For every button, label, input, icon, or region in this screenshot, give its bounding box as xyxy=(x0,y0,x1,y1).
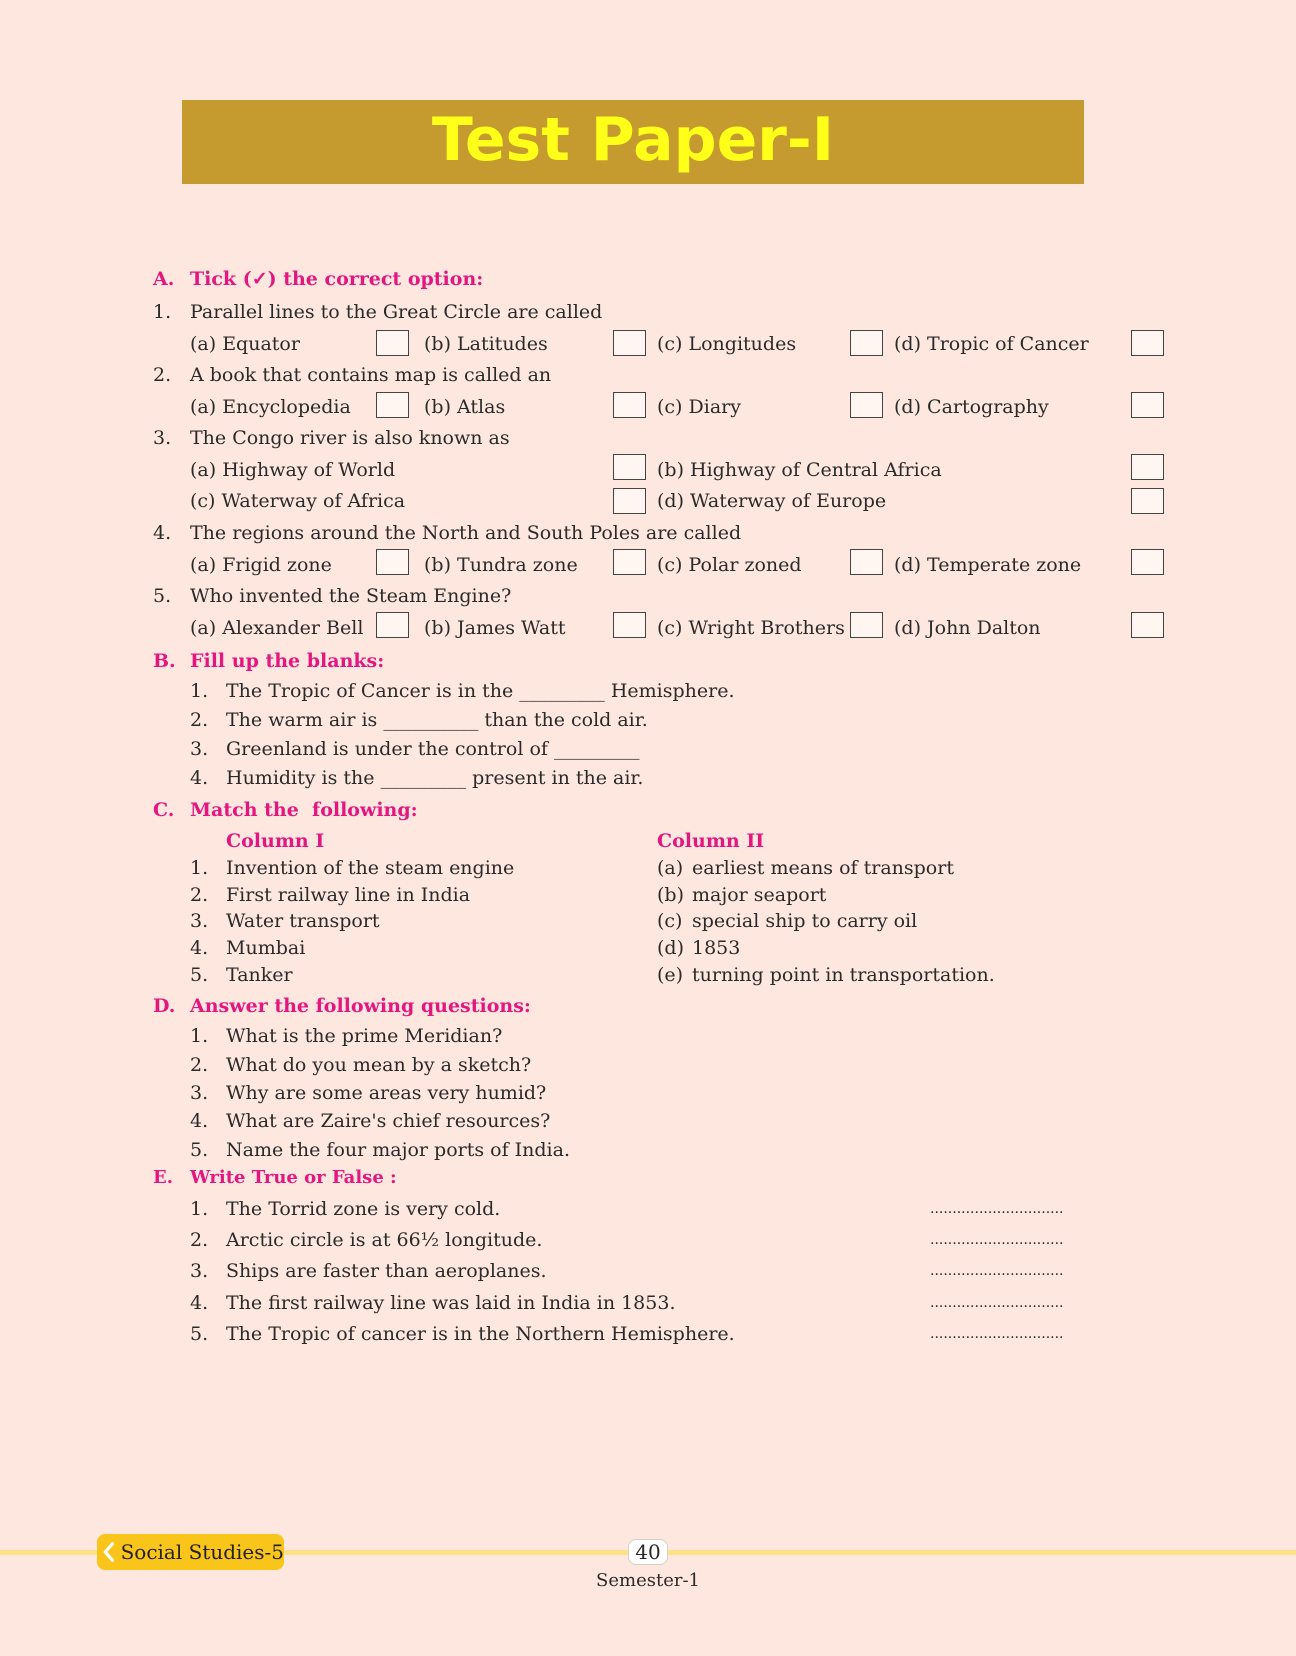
question-text: Who invented the Steam Engine? xyxy=(190,585,512,607)
list-item-number: 5. xyxy=(190,1323,209,1345)
match-column-2-item: earliest means of transport xyxy=(692,857,954,879)
list-item-number: 5. xyxy=(190,964,209,986)
chevron-left-icon xyxy=(97,1534,121,1570)
list-item-letter: (e) xyxy=(657,964,684,986)
answer-checkbox[interactable] xyxy=(613,612,646,638)
option-label: (d) Waterway of Europe xyxy=(657,490,887,512)
option-label: (d) John Dalton xyxy=(894,617,1041,639)
list-item-number: 3. xyxy=(190,1082,209,1104)
answer-checkbox[interactable] xyxy=(1131,612,1164,638)
section-e-letter: E. xyxy=(153,1167,173,1188)
answer-question-text: What are Zaire's chief resources? xyxy=(226,1110,551,1132)
answer-checkbox[interactable] xyxy=(613,330,646,356)
answer-checkbox[interactable] xyxy=(1131,330,1164,356)
true-false-statement: The first railway line was laid in India in 1853. xyxy=(226,1292,676,1314)
question-number: 5. xyxy=(153,585,172,607)
question-text: Parallel lines to the Great Circle are called xyxy=(190,301,603,323)
answer-dots[interactable]: .............................. xyxy=(930,1232,1064,1248)
answer-checkbox[interactable] xyxy=(1131,392,1164,418)
answer-question-text: Why are some areas very humid? xyxy=(226,1082,547,1104)
list-item-letter: (c) xyxy=(657,910,683,932)
answer-question-text: What is the prime Meridian? xyxy=(226,1025,503,1047)
answer-checkbox[interactable] xyxy=(376,612,409,638)
answer-checkbox[interactable] xyxy=(850,392,883,418)
list-item-letter: (b) xyxy=(657,884,684,906)
list-item-number: 1. xyxy=(190,1025,209,1047)
match-column-1-item: Tanker xyxy=(226,964,293,986)
option-label: (c) Wright Brothers xyxy=(657,617,845,639)
list-item-letter: (d) xyxy=(657,937,684,959)
match-column-1-item: Mumbai xyxy=(226,937,306,959)
list-item-number: 3. xyxy=(190,910,209,932)
match-column-1-item: Water transport xyxy=(226,910,380,932)
section-a-letter: A. xyxy=(153,268,175,290)
match-column-1-item: First railway line in India xyxy=(226,884,471,906)
list-item-number: 3. xyxy=(190,738,209,760)
option-label: (d) Cartography xyxy=(894,396,1049,418)
list-item-letter: (a) xyxy=(657,857,684,879)
list-item-number: 4. xyxy=(190,767,209,789)
list-item-number: 2. xyxy=(190,709,209,731)
section-e-heading: Write True or False : xyxy=(190,1167,397,1188)
section-a-heading: Tick (✓) the correct option: xyxy=(190,268,484,290)
list-item-number: 5. xyxy=(190,1139,209,1161)
answer-checkbox[interactable] xyxy=(850,612,883,638)
list-item-number: 2. xyxy=(190,1054,209,1076)
fill-blank-text: The warm air is __________ than the cold air. xyxy=(226,709,648,731)
option-label: (b) James Watt xyxy=(424,617,566,639)
match-column-2-item: turning point in transportation. xyxy=(692,964,995,986)
answer-checkbox[interactable] xyxy=(850,549,883,575)
answer-checkbox[interactable] xyxy=(613,488,646,514)
answer-checkbox[interactable] xyxy=(1131,549,1164,575)
question-number: 1. xyxy=(153,301,172,323)
fill-blank-text: Humidity is the _________ present in the air. xyxy=(226,767,644,789)
list-item-number: 1. xyxy=(190,857,209,879)
title-banner xyxy=(182,100,1084,184)
option-label: (a) Encyclopedia xyxy=(190,396,351,418)
option-label: (a) Frigid zone xyxy=(190,554,332,576)
answer-checkbox[interactable] xyxy=(613,392,646,418)
list-item-number: 2. xyxy=(190,884,209,906)
option-label: (c) Diary xyxy=(657,396,741,418)
section-d-letter: D. xyxy=(153,995,176,1017)
column-2-heading: Column II xyxy=(657,830,765,852)
answer-checkbox[interactable] xyxy=(376,392,409,418)
true-false-statement: Arctic circle is at 66½ longitude. xyxy=(226,1229,543,1251)
true-false-statement: Ships are faster than aeroplanes. xyxy=(226,1260,547,1282)
true-false-statement: The Tropic of cancer is in the Northern Hemisphere. xyxy=(226,1323,735,1345)
book-tag xyxy=(97,1534,284,1570)
list-item-number: 1. xyxy=(190,1198,209,1220)
option-label: (a) Alexander Bell xyxy=(190,617,364,639)
option-label: (a) Highway of World xyxy=(190,459,396,481)
option-label: (b) Latitudes xyxy=(424,333,548,355)
question-text: A book that contains map is called an xyxy=(190,364,552,386)
answer-checkbox[interactable] xyxy=(1131,488,1164,514)
match-column-2-item: special ship to carry oil xyxy=(692,910,918,932)
section-b-letter: B. xyxy=(153,650,176,672)
list-item-number: 3. xyxy=(190,1260,209,1282)
semester-label: Semester-1 xyxy=(596,1570,700,1591)
page-title: Test Paper-I xyxy=(431,105,835,175)
section-b-heading: Fill up the blanks: xyxy=(190,650,385,672)
option-label: (d) Temperate zone xyxy=(894,554,1082,576)
answer-dots[interactable]: .............................. xyxy=(930,1263,1064,1279)
option-label: (c) Polar zoned xyxy=(657,554,802,576)
option-label: (c) Longitudes xyxy=(657,333,797,355)
list-item-number: 4. xyxy=(190,1292,209,1314)
answer-dots[interactable]: .............................. xyxy=(930,1326,1064,1342)
answer-checkbox[interactable] xyxy=(376,549,409,575)
list-item-number: 1. xyxy=(190,680,209,702)
list-item-number: 4. xyxy=(190,937,209,959)
answer-checkbox[interactable] xyxy=(850,330,883,356)
match-column-1-item: Invention of the steam engine xyxy=(226,857,515,879)
fill-blank-text: The Tropic of Cancer is in the _________ Hemisphere. xyxy=(226,680,735,702)
list-item-number: 2. xyxy=(190,1229,209,1251)
option-label: (b) Atlas xyxy=(424,396,506,418)
answer-dots[interactable]: .............................. xyxy=(930,1295,1064,1311)
option-label: (b) Highway of Central Africa xyxy=(657,459,942,481)
column-1-heading: Column I xyxy=(226,830,325,852)
list-item-number: 4. xyxy=(190,1110,209,1132)
section-d-heading: Answer the following questions: xyxy=(190,995,531,1017)
book-title: Social Studies-5 xyxy=(120,1540,284,1564)
answer-checkbox[interactable] xyxy=(1131,454,1164,480)
answer-dots[interactable]: .............................. xyxy=(930,1201,1064,1217)
answer-checkbox[interactable] xyxy=(613,549,646,575)
answer-checkbox[interactable] xyxy=(613,454,646,480)
question-text: The regions around the North and South Poles are called xyxy=(190,522,742,544)
section-c-letter: C. xyxy=(153,799,175,821)
match-column-2-item: 1853 xyxy=(692,937,741,959)
option-label: (b) Tundra zone xyxy=(424,554,578,576)
answer-checkbox[interactable] xyxy=(376,330,409,356)
answer-question-text: What do you mean by a sketch? xyxy=(226,1054,532,1076)
true-false-statement: The Torrid zone is very cold. xyxy=(226,1198,501,1220)
match-column-2-item: major seaport xyxy=(692,884,827,906)
question-text: The Congo river is also known as xyxy=(190,427,510,449)
option-label: (a) Equator xyxy=(190,333,300,355)
section-c-heading: Match the following: xyxy=(190,799,418,821)
page-number: 40 xyxy=(628,1539,668,1565)
option-label: (c) Waterway of Africa xyxy=(190,490,406,512)
question-number: 3. xyxy=(153,427,172,449)
option-label: (d) Tropic of Cancer xyxy=(894,333,1089,355)
question-number: 2. xyxy=(153,364,172,386)
question-number: 4. xyxy=(153,522,172,544)
fill-blank-text: Greenland is under the control of _________ xyxy=(226,738,640,760)
answer-question-text: Name the four major ports of India. xyxy=(226,1139,571,1161)
